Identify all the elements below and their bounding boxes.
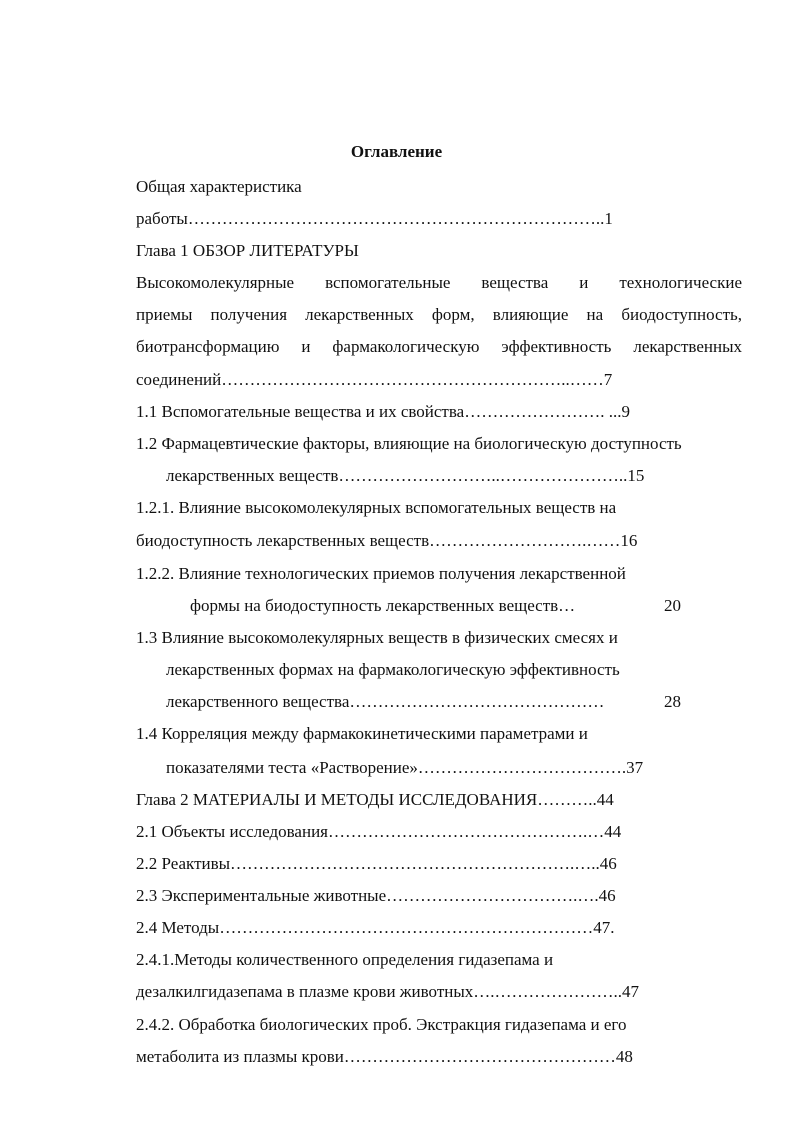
toc-entry-2-4-2-line1: 2.4.2. Обработка биологических проб. Экстракция гидазепама и его bbox=[136, 1015, 627, 1034]
toc-entry-1-2-2-line2: формы на биодоступность лекарственных веществ… bbox=[190, 596, 576, 615]
toc-entry-1-3-page: 28 bbox=[664, 692, 681, 711]
toc-entry-review-line1: Высокомолекулярные вспомогательные вещества и технологические bbox=[136, 273, 742, 292]
toc-entry-1-2-2-line1: 1.2.2. Влияние технологических приемов получения лекарственной bbox=[136, 564, 626, 583]
toc-entry-2-3: 2.3 Экспериментальные животные…………………………….….46 bbox=[136, 886, 616, 905]
toc-entry-2-4-2-line2: метаболита из плазмы крови…………………………………………48 bbox=[136, 1047, 633, 1066]
toc-entry-1-2-line1: 1.2 Фармацевтические факторы, влияющие на биологическую доступность bbox=[136, 434, 682, 453]
toc-entry-2-4-1-line1: 2.4.1.Методы количественного определения гидазепама и bbox=[136, 950, 554, 969]
toc-entry-2-2: 2.2 Реактивы…………………………………………………….…..46 bbox=[136, 854, 617, 873]
toc-entry-1-4-line2: показателями теста «Растворение»……………………………….37 bbox=[166, 758, 644, 777]
toc-entry-review-line3: биотрансформацию и фармакологическую эффективность лекарственных bbox=[136, 337, 742, 356]
page-title: Оглавление bbox=[350, 142, 443, 161]
toc-entry-1-3-line2: лекарственных формах на фармакологическую эффективность bbox=[166, 660, 620, 679]
toc-entry-review-line4: соединений……………………………………………………..……7 bbox=[136, 370, 613, 389]
toc-entry-1-4-line1: 1.4 Корреляция между фармакокинетическими параметрами и bbox=[136, 724, 588, 743]
toc-entry-1-2-2-page: 20 bbox=[664, 596, 681, 615]
toc-entry-general-line1: Общая характеристика bbox=[136, 177, 302, 196]
toc-entry-1-2-1-line1: 1.2.1. Влияние высокомолекулярных вспомогательных веществ на bbox=[136, 498, 617, 517]
toc-entry-chapter1: Глава 1 ОБЗОР ЛИТЕРАТУРЫ bbox=[136, 241, 359, 260]
toc-entry-review-line2: приемы получения лекарственных форм, влияющие на биодоступность, bbox=[136, 305, 742, 324]
toc-entry-2-1: 2.1 Объекты исследования……………………………………….…44 bbox=[136, 822, 622, 841]
toc-entry-1-2-line2: лекарственных веществ………………………..…………………..15 bbox=[166, 466, 645, 485]
toc-entry-2-4-1-line2: дезалкилгидазепама в плазме крови животных….…………………..47 bbox=[136, 982, 640, 1001]
toc-entry-1-3-line3: лекарственного вещества……………………………………… bbox=[166, 692, 605, 711]
toc-entry-2-4: 2.4 Методы…………………………………………………………47. bbox=[136, 918, 615, 937]
toc-entry-chapter2: Глава 2 МАТЕРИАЛЫ И МЕТОДЫ ИССЛЕДОВАНИЯ………..44 bbox=[136, 790, 614, 809]
toc-entry-1-3-line1: 1.3 Влияние высокомолекулярных веществ в физических смесях и bbox=[136, 628, 618, 647]
toc-entry-1-2-1-line2: биодоступность лекарственных веществ……………………….……16 bbox=[136, 531, 638, 550]
toc-entry-1-1: 1.1 Вспомогательные вещества и их свойства……………………. ...9 bbox=[136, 402, 630, 421]
toc-entry-general-line2: работы………………………………………………………………..1 bbox=[136, 209, 613, 228]
